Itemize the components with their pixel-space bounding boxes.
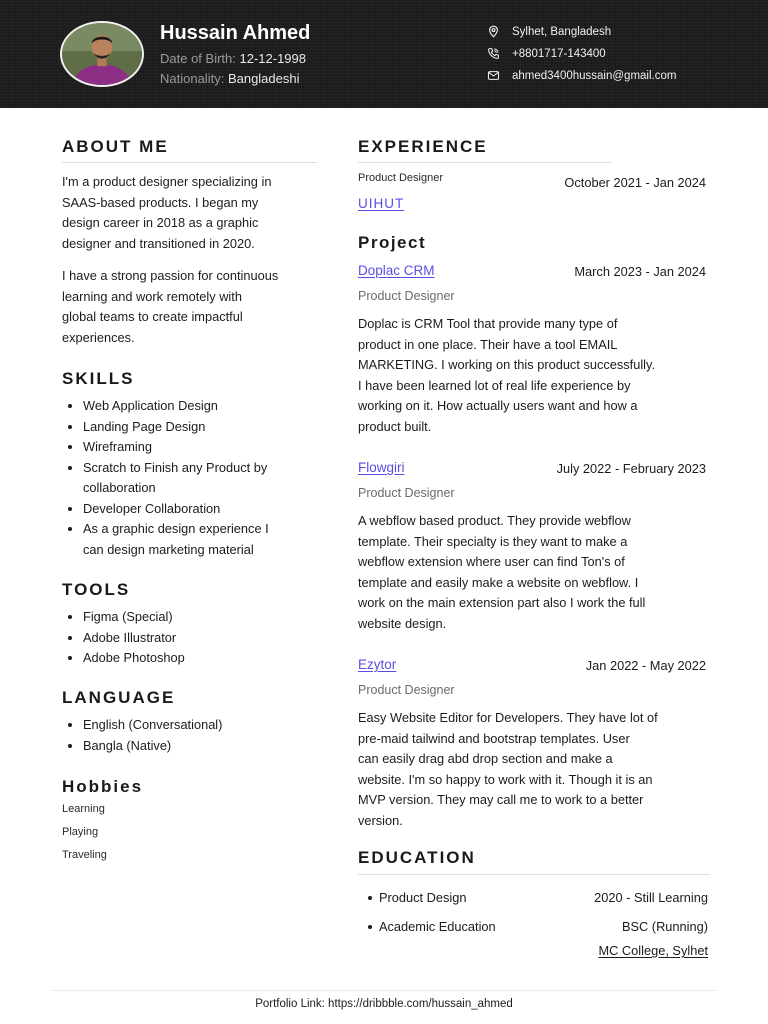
- list-item: [62, 519, 269, 560]
- description-line: webflow extension where user can find Ton's of: [358, 554, 625, 569]
- list-item: Landing Page Design: [62, 417, 269, 438]
- description-line: template and easily make a website on webflow. I: [358, 574, 639, 590]
- candidate-name: Hussain Ahmed: [160, 22, 311, 44]
- list-item: Figma (Special): [62, 607, 185, 628]
- about-line: global teams to create impactful: [62, 309, 243, 324]
- education-divider: [358, 874, 710, 875]
- profile-photo-illustration: [62, 23, 142, 85]
- list-item-text: can design marketing material: [83, 541, 254, 557]
- company-link-uihut[interactable]: UIHUT: [358, 196, 405, 211]
- list-item: Adobe Illustrator: [62, 628, 185, 649]
- college-name: MC College, Sylhet: [598, 943, 708, 958]
- hobbies-heading: Hobbies: [62, 777, 144, 796]
- project-dates: July 2022 - February 2023: [556, 461, 706, 476]
- footer-divider: [50, 990, 718, 991]
- education-item-value: 2020 - Still Learning: [594, 890, 708, 905]
- list-item: Web Application Design: [62, 396, 269, 417]
- project-dates: March 2023 - Jan 2024: [574, 264, 706, 279]
- bullet-dot: [368, 925, 372, 929]
- location-text: Sylhet, Bangladesh: [512, 25, 612, 38]
- description-line: pre-maid tailwind and bootstrap templates. User: [358, 730, 630, 746]
- nationality-value: Bangladeshi: [227, 71, 300, 86]
- description-line: version.: [358, 812, 403, 828]
- date-of-birth: [160, 51, 306, 66]
- about-line: I have a strong passion for continuous: [62, 268, 279, 283]
- description-line: work on the main extension part also I work the full: [358, 595, 646, 610]
- description-line: website. I'm so happy to work with it. Though it is an: [358, 771, 653, 787]
- experience-dates: October 2021 - Jan 2024: [564, 175, 706, 190]
- list-item: English (Conversational): [62, 715, 222, 736]
- project-heading: Project: [358, 233, 427, 252]
- project-link-ezytor[interactable]: Ezytor: [358, 657, 397, 672]
- tools-heading: TOOLS: [62, 580, 131, 599]
- list-item: Adobe Photoshop: [62, 648, 185, 669]
- list-item: Developer Collaboration: [62, 499, 269, 520]
- about-me-heading: ABOUT ME: [62, 137, 169, 156]
- project-role: Product Designer: [358, 289, 455, 303]
- list-item-text: Scratch to Finish any Product by: [83, 459, 268, 475]
- phone-icon: [487, 47, 500, 60]
- experience-divider: [358, 162, 612, 163]
- project-dates: Jan 2022 - May 2022: [585, 658, 706, 673]
- about-divider: [62, 162, 317, 163]
- project-description: [358, 314, 655, 437]
- list-item: Bangla (Native): [62, 736, 222, 757]
- dob-value: 12-12-1998: [239, 51, 306, 66]
- nationality: [160, 71, 300, 86]
- description-line: MVP version. They may call me to work to a better: [358, 792, 644, 807]
- project-role: Product Designer: [358, 683, 455, 697]
- about-line: experiences.: [62, 329, 135, 345]
- about-line: learning and work remotely with: [62, 288, 242, 304]
- skills-list: [62, 396, 269, 560]
- description-line: product built.: [358, 418, 432, 434]
- email-text[interactable]: ahmed3400hussain@gmail.com: [512, 69, 677, 82]
- about-paragraph-2: [62, 266, 278, 348]
- project-role: Product Designer: [358, 486, 455, 500]
- hobby-item: Learning: [62, 803, 105, 815]
- tools-list: [62, 607, 185, 669]
- about-line: SAAS-based products. I began my: [62, 194, 259, 210]
- description-line: Doplac is CRM Tool that provide many type of: [358, 316, 618, 331]
- bullet-dot: [368, 896, 372, 900]
- dob-label: Date of Birth:: [160, 51, 236, 66]
- hobby-item: Traveling: [62, 849, 107, 861]
- description-line: working on it. How actually users want and how a: [358, 398, 638, 413]
- project-description: [358, 511, 645, 634]
- about-line: designer and transitioned in 2020.: [62, 235, 255, 251]
- list-item: Wireframing: [62, 437, 269, 458]
- project-link-flowgiri[interactable]: Flowgiri: [358, 460, 405, 475]
- project-link-doplac-crm[interactable]: Doplac CRM: [358, 263, 435, 278]
- education-item-value: BSC (Running): [621, 919, 708, 934]
- language-list: [62, 715, 222, 756]
- about-line: I'm a product designer specializing in: [62, 174, 272, 189]
- skills-heading: SKILLS: [62, 369, 135, 388]
- contact-email[interactable]: [487, 69, 676, 82]
- contact-location: [487, 25, 611, 38]
- language-heading: LANGUAGE: [62, 688, 176, 707]
- project-description: [358, 708, 658, 831]
- list-item-text: As a graphic design experience I: [83, 521, 269, 536]
- resume-header: [0, 0, 768, 108]
- portfolio-link[interactable]: Portfolio Link: https://dribbble.com/hussain_ahmed: [255, 998, 513, 1010]
- mail-icon: [487, 69, 500, 82]
- description-line: template. Their specialty is they want to make a: [358, 533, 628, 549]
- list-item: [62, 458, 269, 499]
- about-paragraph-1: [62, 172, 271, 254]
- location-pin-icon: [487, 25, 500, 38]
- description-line: A webflow based product. They provide webflow: [358, 513, 631, 528]
- description-line: website design.: [358, 615, 447, 631]
- about-line: design career in 2018 as a graphic: [62, 215, 259, 230]
- education-item-label: Academic Education: [379, 919, 496, 934]
- description-line: Easy Website Editor for Developers. They have lot of: [358, 710, 658, 725]
- experience-heading: EXPERIENCE: [358, 137, 488, 156]
- description-line: can easily drag abd drop section and make a: [358, 751, 613, 766]
- phone-text[interactable]: +8801717-143400: [512, 47, 606, 60]
- nationality-label: Nationality:: [160, 71, 225, 86]
- description-line: MARKETING. I working on this product successfully.: [358, 357, 656, 372]
- description-line: I have been learned lot of real life experience by: [358, 377, 631, 393]
- list-item-text: collaboration: [83, 480, 156, 495]
- contact-phone[interactable]: [487, 47, 606, 60]
- profile-photo: [60, 21, 144, 87]
- experience-role: Product Designer: [358, 172, 443, 184]
- education-item-label: Product Design: [379, 890, 467, 905]
- hobby-item: Playing: [62, 826, 99, 838]
- education-heading: EDUCATION: [358, 848, 476, 867]
- description-line: product in one place. Their have a tool EMAIL: [358, 336, 618, 352]
